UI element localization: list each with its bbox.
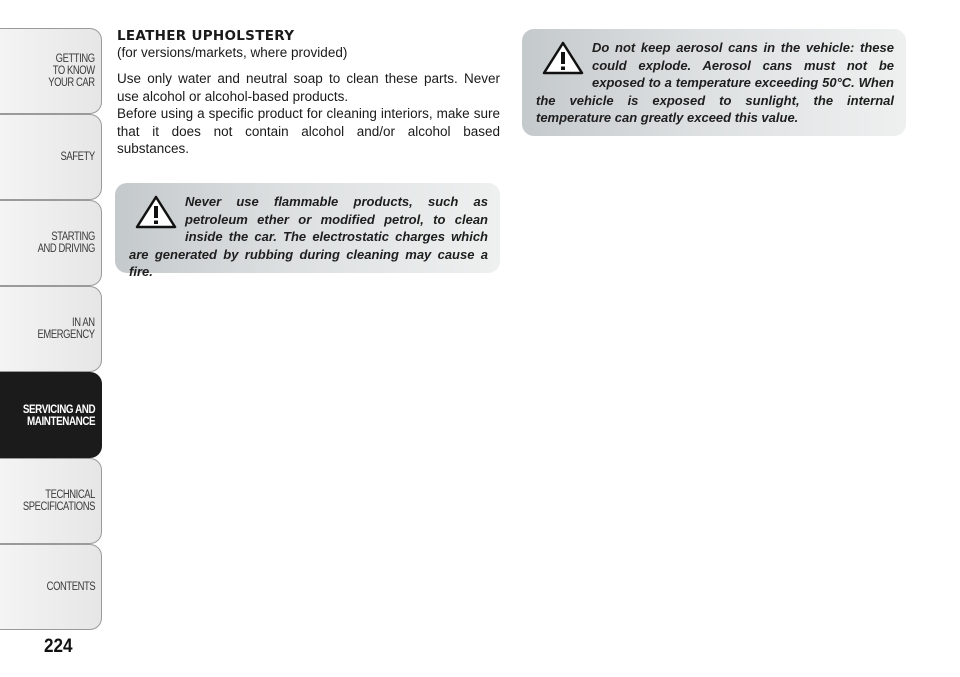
warning-text: Do not keep aerosol cans in the vehicle: these could explode. Aerosol cans must not be exposed to a temperature exceeding 50°C. When the vehicle is exposed to sunlight, the internal temperature can greatly exceed this value. [536,40,894,125]
warning-box [522,29,906,136]
tab-in-an-emergency[interactable] [0,286,102,372]
tab-label: SAFETY [60,151,95,163]
tab-label: SERVICING AND MAINTENANCE [22,402,96,428]
paragraph: Before using a specific product for cleaning interiors, make sure that it does not contain alcohol and/or alcohol based substances. [117,106,500,156]
tab-starting-and-driving[interactable] [0,200,102,286]
paragraph: Use only water and neutral soap to clean these parts. Never use alcohol or alcohol-based products. [117,71,500,104]
tab-label: IN AN EMERGENCY [37,317,95,341]
warning-triangle-icon [135,195,177,229]
warning-text: Never use flammable products, such as petroleum ether or modified petrol, to clean inside the car. The electrostatic charges which are generated by rubbing during cleaning may cause a fire. [129,194,488,279]
body-text [117,70,500,158]
tab-safety[interactable] [0,114,102,200]
tab-label: GETTING TO KNOW YOUR CAR [48,53,95,89]
tab-label: TECHNICAL SPECIFICATIONS [22,489,95,513]
section-subheading: (for versions/markets, where provided) [117,45,348,60]
tab-label: CONTENTS [46,581,95,593]
tab-contents[interactable] [0,544,102,630]
tab-getting-to-know-your-car[interactable] [0,28,102,114]
warning-box [115,183,500,279]
section-heading: LEATHER UPHOLSTERY [117,28,295,44]
warning-triangle-icon [542,41,584,75]
tab-servicing-and-maintenance[interactable] [0,372,102,458]
tab-technical-specifications[interactable] [0,458,102,544]
page-number: 224 [44,636,73,657]
tab-label: STARTING AND DRIVING [37,231,95,255]
